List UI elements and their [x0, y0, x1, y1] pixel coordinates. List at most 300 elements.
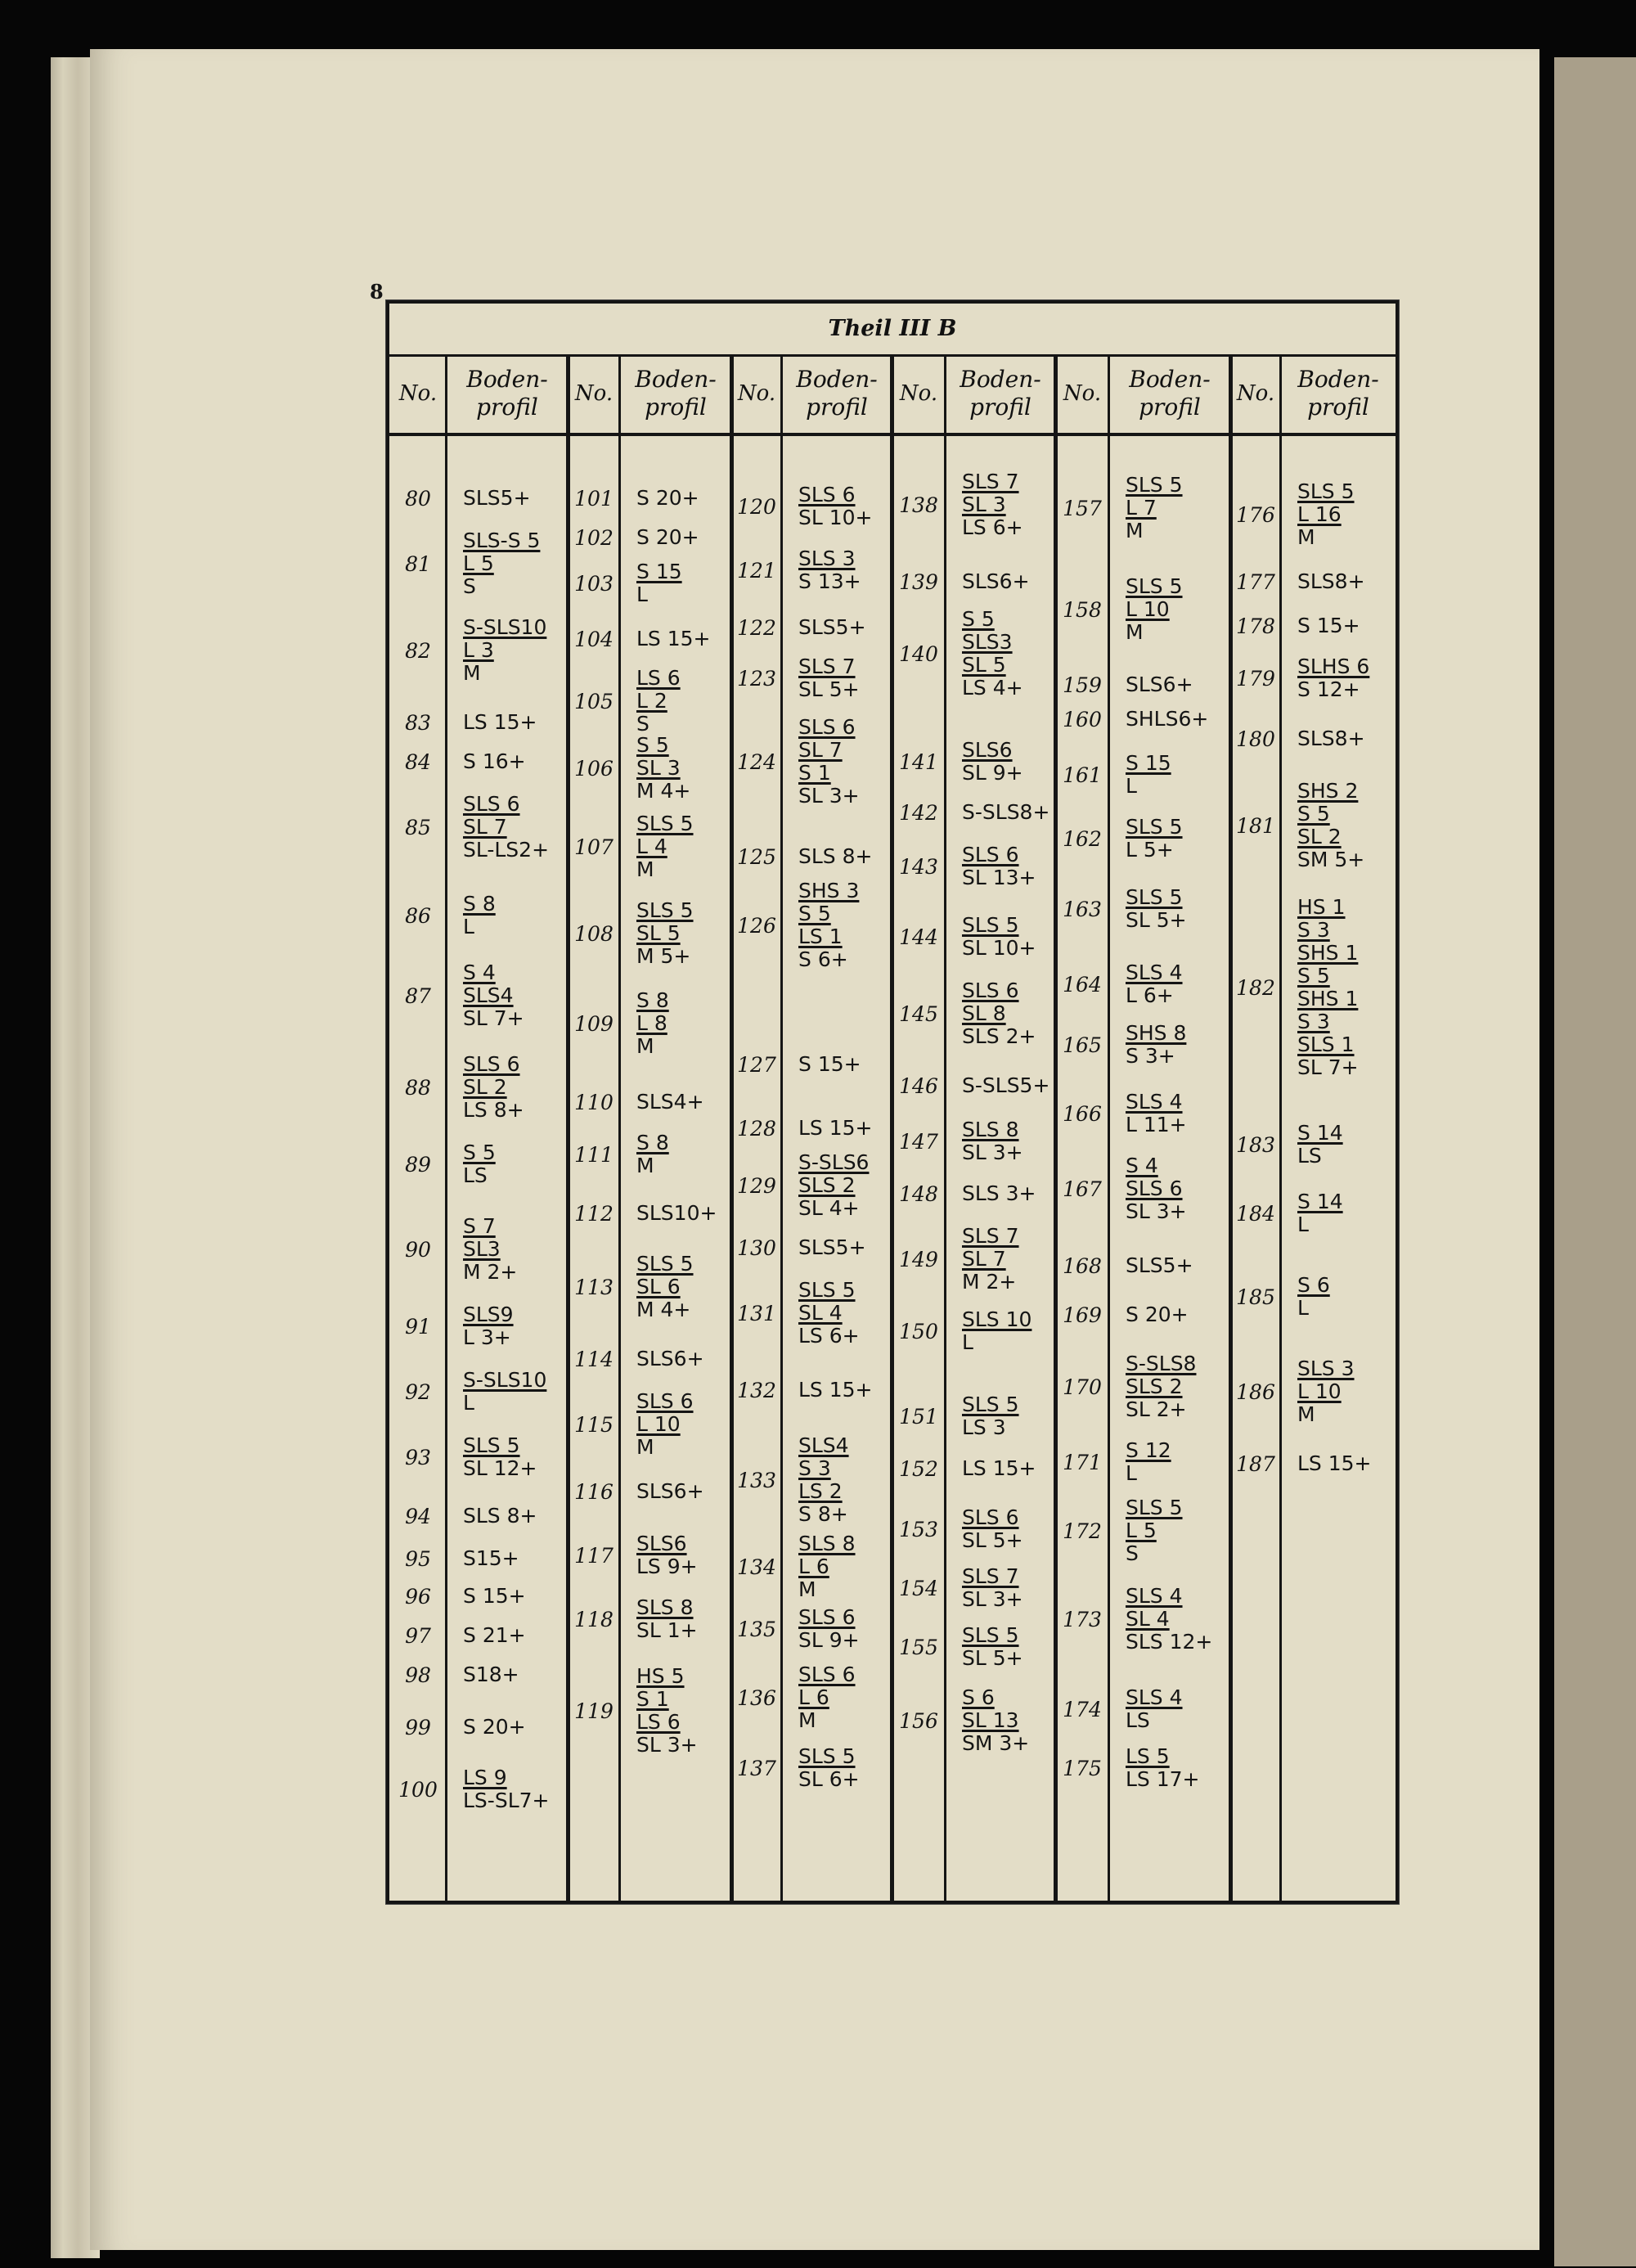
- profile-layer: SL 3+: [962, 1587, 1023, 1611]
- profile-layer: L: [463, 915, 474, 938]
- header-no: No.: [737, 381, 776, 406]
- profile-layer: SLS 6: [636, 1389, 694, 1413]
- soil-profile: [463, 1663, 519, 1686]
- profile-layer: SLS 5: [636, 1252, 694, 1276]
- profile-layer: S 6+: [798, 947, 848, 971]
- profile-layer: S 4: [1126, 1154, 1158, 1177]
- entry-number: 105: [574, 689, 614, 713]
- entry-number: 174: [1063, 1697, 1102, 1721]
- profile-layer: S 12: [1126, 1438, 1171, 1462]
- profile-layer: S 5: [962, 607, 995, 631]
- profile-layer: SLS 8+: [463, 1504, 537, 1528]
- profile-layer: SHS 3: [798, 879, 860, 902]
- entry-number: 127: [737, 1052, 776, 1077]
- profile-layer: S 20+: [1126, 1303, 1189, 1326]
- profile-layer: LS 6+: [962, 515, 1023, 539]
- entry-number: 183: [1236, 1132, 1275, 1157]
- entry-number: 153: [899, 1517, 938, 1541]
- soil-profile: [962, 1182, 1036, 1205]
- entry-number: 151: [899, 1404, 938, 1429]
- entry-number: 120: [737, 494, 776, 519]
- header-line: profil: [476, 394, 538, 421]
- soil-profile: [636, 1253, 694, 1321]
- entry-number: 135: [737, 1617, 776, 1641]
- profile-layer: SLS 5: [1126, 473, 1183, 497]
- profile-layer: L 6+: [1126, 983, 1174, 1007]
- profile-layer: SL 9+: [962, 761, 1023, 785]
- entry-number: 92: [405, 1379, 431, 1404]
- soil-profile: [463, 529, 540, 598]
- soil-profile: [1126, 752, 1171, 798]
- soil-profile: [463, 1434, 537, 1480]
- soil-profile: [1126, 575, 1183, 644]
- entry-number: 125: [737, 844, 776, 869]
- soil-profile: [1126, 1496, 1183, 1565]
- profile-layer: S-SLS8+: [962, 800, 1050, 824]
- profile-layer: L 10: [1297, 1379, 1342, 1403]
- profile-layer: SL 4: [1126, 1607, 1170, 1631]
- profile-layer: SL 2: [463, 1075, 507, 1099]
- soil-profile: [798, 616, 866, 639]
- profile-layer: SLS-S 5: [463, 529, 541, 552]
- profile-layer: S-SLS6: [798, 1150, 870, 1174]
- soil-profile: [1126, 1745, 1200, 1791]
- soil-profile: [636, 989, 669, 1058]
- profile-layer: SLS 5: [1126, 885, 1183, 909]
- profile-layer: S 5: [1297, 802, 1330, 826]
- profile-layer: M: [636, 857, 654, 881]
- profile-layer: S 4: [463, 961, 496, 984]
- profile-layer: LS 6: [636, 1710, 681, 1734]
- header-no: No.: [398, 381, 438, 406]
- profile-layer: L: [1126, 774, 1137, 798]
- soil-profile: [1126, 1154, 1187, 1223]
- profile-layer: L: [1297, 1296, 1309, 1320]
- entry-number: 118: [574, 1607, 614, 1631]
- profile-layer: L: [1297, 1213, 1309, 1236]
- profile-layer: SM 3+: [962, 1731, 1030, 1755]
- profile-layer: SLS 1: [1297, 1033, 1355, 1056]
- profile-layer: S-SLS10: [463, 1368, 547, 1392]
- header-line: Boden-: [960, 366, 1041, 393]
- soil-profile: [1297, 655, 1369, 701]
- profile-layer: SL 2: [1297, 825, 1342, 848]
- soil-profile: [962, 1565, 1023, 1611]
- soil-profile: [463, 1624, 526, 1647]
- header-bodenprofil: [1281, 354, 1396, 433]
- soil-profile: [1297, 1452, 1372, 1475]
- profile-layer: SL 12+: [463, 1456, 537, 1480]
- entry-number: 142: [899, 800, 938, 825]
- profile-layer: S 15: [1126, 751, 1171, 775]
- profile-layer: SLS8+: [1297, 569, 1365, 593]
- profile-layer: S 8: [636, 1131, 669, 1154]
- soil-profile: [962, 1393, 1019, 1439]
- profile-layer: LS 8+: [463, 1098, 524, 1122]
- profile-layer: S 1: [798, 761, 831, 785]
- profile-layer: S 15+: [463, 1584, 526, 1608]
- profile-layer: M: [636, 1034, 654, 1058]
- entry-number: 100: [398, 1777, 438, 1802]
- profile-layer: SLS 5: [636, 898, 694, 922]
- header-line: profil: [806, 394, 868, 421]
- profile-layer: SLS3: [962, 630, 1013, 654]
- soil-profile: [962, 801, 1049, 824]
- soil-profile: [962, 570, 1030, 593]
- entry-number: 148: [899, 1181, 938, 1206]
- profile-layer: SL 5: [962, 653, 1006, 677]
- entry-number: 154: [899, 1576, 938, 1600]
- profile-layer: SL 7: [962, 1247, 1006, 1271]
- profile-layer: S 1: [636, 1687, 669, 1711]
- header-bodenprofil: [447, 354, 568, 433]
- soil-profile: [463, 961, 524, 1030]
- entry-number: 103: [574, 571, 614, 596]
- entry-number: 102: [574, 525, 614, 550]
- profile-layer: SLS 7: [962, 1564, 1019, 1588]
- header-line: Boden-: [1297, 366, 1379, 393]
- entry-number: 165: [1063, 1033, 1102, 1057]
- profile-layer: SLS 8: [798, 1532, 856, 1555]
- profile-layer: M 4+: [636, 1298, 691, 1321]
- header-line: Boden-: [1129, 366, 1211, 393]
- profile-layer: M 2+: [463, 1260, 518, 1284]
- entry-number: 84: [405, 749, 431, 774]
- soil-profile: [463, 893, 496, 938]
- entry-number: 177: [1236, 569, 1275, 594]
- profile-layer: L 16: [1297, 502, 1342, 526]
- entry-number: 160: [1063, 707, 1102, 731]
- profile-layer: SLS 8: [962, 1118, 1019, 1141]
- soil-profile: [1126, 1439, 1171, 1485]
- soil-profile: [463, 487, 531, 510]
- profile-layer: SLS 5: [1126, 1496, 1183, 1519]
- profile-layer: SHS 8: [1126, 1021, 1187, 1045]
- profile-layer: S 14: [1297, 1121, 1343, 1145]
- header-no: No.: [1236, 381, 1275, 406]
- profile-layer: LS 9+: [636, 1555, 698, 1578]
- profile-layer: SLS 6: [1126, 1177, 1183, 1200]
- soil-profile: [1126, 1022, 1186, 1068]
- soil-profile: [636, 667, 681, 736]
- entry-number: 129: [737, 1173, 776, 1198]
- soil-profile: [962, 979, 1036, 1048]
- soil-profile: [798, 1379, 873, 1402]
- soil-profile: [962, 1074, 1049, 1097]
- profile-layer: SLS8+: [1297, 727, 1365, 750]
- profile-layer: SLS5+: [1126, 1253, 1193, 1277]
- entry-number: 187: [1236, 1451, 1275, 1476]
- soil-profile: [636, 1348, 704, 1370]
- profile-layer: L 8: [636, 1011, 667, 1035]
- entry-number: 93: [405, 1445, 431, 1469]
- profile-layer: SLS 4: [1126, 1685, 1183, 1709]
- entry-number: 89: [405, 1152, 431, 1177]
- profile-layer: SLS 6: [962, 979, 1019, 1002]
- soil-profile: [463, 793, 549, 862]
- soil-profile: [798, 1434, 849, 1526]
- profile-layer: S: [636, 712, 649, 736]
- entry-number: 172: [1063, 1519, 1102, 1543]
- profile-layer: S 3: [1297, 918, 1330, 942]
- profile-layer: SLS 10: [962, 1307, 1032, 1331]
- profile-layer: SL 5: [636, 921, 681, 945]
- header-line: Boden-: [466, 366, 548, 393]
- entry-number: 83: [405, 710, 431, 735]
- profile-layer: L 4: [636, 835, 667, 858]
- soil-profile: [1126, 1254, 1193, 1277]
- profile-layer: SLS6+: [962, 569, 1030, 593]
- profile-layer: SLS 7: [962, 1224, 1019, 1248]
- soil-profile: [962, 1686, 1029, 1755]
- profile-layer: SLS 5: [1126, 815, 1183, 839]
- profile-layer: LS 15+: [1297, 1451, 1372, 1475]
- profile-layer: LS 15+: [636, 627, 711, 650]
- entry-number: 128: [737, 1116, 776, 1141]
- entry-number: 134: [737, 1555, 776, 1579]
- soil-profile: [463, 750, 526, 773]
- header-bodenprofil: [782, 354, 892, 433]
- profile-layer: SL 13+: [962, 866, 1036, 889]
- profile-layer: SLS6: [962, 738, 1013, 762]
- entry-number: 146: [899, 1073, 938, 1098]
- entry-number: 81: [405, 551, 431, 576]
- entry-number: 138: [899, 493, 938, 517]
- profile-layer: SLS9: [463, 1303, 514, 1326]
- profile-layer: SLS 7: [798, 655, 856, 678]
- entry-number: 150: [899, 1319, 938, 1343]
- soil-profile: [636, 1596, 698, 1642]
- entry-number: 119: [574, 1699, 614, 1723]
- entry-number: 110: [574, 1090, 614, 1114]
- soil-profile-table: [386, 300, 1399, 1904]
- entry-number: 178: [1236, 614, 1275, 638]
- profile-layer: S 5: [636, 733, 669, 757]
- entry-number: 91: [405, 1314, 431, 1339]
- profile-layer: SLS4+: [636, 1090, 704, 1114]
- entry-number: 87: [405, 983, 431, 1008]
- entry-number: 156: [899, 1708, 938, 1733]
- soil-profile: [798, 1745, 860, 1791]
- soil-profile: [798, 1117, 873, 1140]
- entry-number: 116: [574, 1479, 614, 1504]
- soil-profile: [962, 1308, 1031, 1354]
- soil-profile: [798, 1279, 860, 1348]
- soil-profile: [636, 526, 699, 549]
- profile-layer: L: [463, 1391, 474, 1415]
- profile-layer: HS 1: [1297, 895, 1346, 919]
- soil-profile: [636, 1665, 698, 1757]
- entry-number: 97: [405, 1623, 431, 1648]
- profile-layer: SHS 2: [1297, 779, 1359, 803]
- soil-profile: [463, 1716, 526, 1739]
- entry-number: 139: [899, 569, 938, 594]
- entry-number: 173: [1063, 1607, 1102, 1631]
- entry-number: 104: [574, 627, 614, 651]
- profile-layer: M 4+: [636, 779, 691, 803]
- soil-profile: [962, 739, 1023, 785]
- profile-layer: SL 7: [463, 815, 507, 839]
- entry-number: 176: [1236, 502, 1275, 527]
- entry-number: 143: [899, 854, 938, 879]
- profile-layer: SLS 6: [798, 715, 856, 739]
- profile-layer: SLS6+: [1126, 673, 1193, 696]
- entry-number: 159: [1063, 673, 1102, 697]
- profile-layer: S 5: [463, 1141, 496, 1164]
- profile-layer: SLS6: [636, 1532, 687, 1555]
- entry-number: 168: [1063, 1253, 1102, 1278]
- soil-profile: [463, 1141, 496, 1187]
- entry-number: 137: [737, 1756, 776, 1780]
- entry-number: 170: [1063, 1375, 1102, 1399]
- profile-layer: M: [798, 1577, 816, 1601]
- entry-number: 167: [1063, 1177, 1102, 1201]
- header-no: No.: [1063, 381, 1102, 406]
- profile-layer: SL 7: [798, 738, 843, 762]
- soil-profile: [1297, 1190, 1343, 1236]
- soil-profile: [463, 1505, 537, 1528]
- soil-profile: [636, 1091, 704, 1114]
- entry-number: 182: [1236, 975, 1275, 1000]
- profile-layer: SLS5+: [798, 1235, 866, 1259]
- entry-number: 115: [574, 1412, 614, 1437]
- profile-layer: M 5+: [636, 944, 691, 968]
- soil-profile: [1297, 480, 1355, 549]
- entry-number: 126: [737, 913, 776, 938]
- profile-layer: SL 6: [636, 1275, 681, 1298]
- soil-profile: [798, 1151, 869, 1220]
- profile-layer: SL 3+: [1126, 1199, 1187, 1223]
- soil-profile: [798, 716, 860, 808]
- soil-profile: [1126, 961, 1183, 1007]
- profile-layer: SL 5+: [1126, 908, 1187, 932]
- column-divider: [1054, 354, 1058, 1901]
- entry-number: 175: [1063, 1756, 1102, 1780]
- entry-number: 94: [405, 1504, 431, 1528]
- entry-number: 181: [1236, 813, 1275, 838]
- profile-layer: LS 15+: [463, 710, 537, 734]
- soil-profile: [636, 899, 694, 968]
- entry-number: 166: [1063, 1101, 1102, 1126]
- profile-layer: SLS 5: [962, 1393, 1019, 1416]
- soil-profile: [636, 1132, 669, 1177]
- profile-layer: L 10: [636, 1412, 681, 1436]
- soil-profile: [962, 1506, 1023, 1552]
- profile-layer: HS 5: [636, 1664, 685, 1688]
- facing-page-edge: [1554, 57, 1636, 2266]
- profile-layer: SLS 3: [1297, 1357, 1355, 1380]
- soil-profile: [1126, 886, 1187, 932]
- soil-profile: [1126, 1352, 1196, 1421]
- header-line: profil: [1307, 394, 1369, 421]
- profile-layer: SM 5+: [1297, 848, 1365, 871]
- profile-layer: L 7: [1126, 496, 1157, 520]
- entry-number: 98: [405, 1663, 431, 1687]
- soil-profile: [798, 547, 861, 593]
- profile-layer: SLS 5: [962, 913, 1019, 937]
- header-line: Boden-: [635, 366, 717, 393]
- profile-layer: M: [1126, 519, 1144, 542]
- entry-number: 86: [405, 903, 431, 928]
- entry-number: 85: [405, 815, 431, 839]
- entry-number: 99: [405, 1715, 431, 1739]
- profile-layer: S: [463, 574, 476, 598]
- profile-layer: S 16+: [463, 749, 526, 773]
- profile-layer: SLS 6: [962, 1505, 1019, 1529]
- profile-layer: SL 8: [962, 1001, 1006, 1025]
- profile-layer: SLS6+: [636, 1479, 704, 1503]
- profile-layer: SLS 6: [962, 843, 1019, 866]
- profile-layer: LS 15+: [962, 1456, 1036, 1480]
- profile-layer: S 15+: [798, 1052, 861, 1076]
- profile-layer: SL 7+: [1297, 1055, 1359, 1079]
- profile-layer: SLS 7: [962, 470, 1019, 493]
- profile-layer: S 21+: [463, 1623, 526, 1647]
- column-divider: [1108, 354, 1110, 1901]
- profile-layer: SL 3: [962, 493, 1006, 516]
- profile-layer: SHS 1: [1297, 941, 1359, 965]
- page-number: 8: [370, 280, 384, 304]
- entry-number: 96: [405, 1584, 431, 1609]
- soil-profile: [962, 1118, 1023, 1164]
- soil-profile: [636, 487, 699, 510]
- profile-layer: LS 1: [798, 925, 843, 948]
- profile-layer: SL 3+: [798, 784, 860, 808]
- profile-layer: M: [636, 1154, 654, 1177]
- profile-layer: L 11+: [1126, 1113, 1187, 1136]
- soil-profile: [463, 1766, 549, 1812]
- header-bodenprofil: [946, 354, 1055, 433]
- entry-number: 122: [737, 615, 776, 640]
- profile-layer: SLS 8+: [798, 844, 873, 868]
- entry-number: 155: [899, 1635, 938, 1659]
- soil-profile: [1126, 1585, 1212, 1654]
- profile-layer: SL 5+: [962, 1646, 1023, 1670]
- profile-layer: L 5: [1126, 1519, 1157, 1542]
- entry-number: 157: [1063, 496, 1102, 520]
- profile-layer: LS 15+: [798, 1116, 873, 1140]
- profile-layer: L 6: [798, 1555, 829, 1578]
- profile-layer: SLS 5: [1126, 574, 1183, 598]
- soil-profile: [1297, 896, 1359, 1079]
- entry-number: 140: [899, 641, 938, 666]
- entry-number: 80: [405, 486, 431, 511]
- soil-profile: [463, 616, 546, 685]
- soil-profile: [636, 1202, 717, 1225]
- soil-profile: [1126, 1091, 1187, 1136]
- soil-profile: [962, 1457, 1036, 1480]
- header-bodenprofil: [620, 354, 731, 433]
- profile-layer: LS 2: [798, 1479, 843, 1503]
- profile-layer: SL 10+: [962, 936, 1036, 960]
- soil-profile: [463, 1053, 524, 1122]
- soil-profile: [636, 628, 711, 650]
- profile-layer: SLS 3+: [962, 1181, 1036, 1205]
- entry-number: 109: [574, 1011, 614, 1036]
- soil-profile: [1126, 708, 1208, 731]
- profile-layer: SLS 2: [798, 1173, 856, 1197]
- profile-layer: S 6: [1297, 1273, 1330, 1297]
- soil-profile: [636, 560, 682, 606]
- profile-layer: LS 5: [1126, 1744, 1170, 1768]
- profile-layer: S 15+: [1297, 614, 1360, 637]
- profile-layer: SLS 6: [798, 1605, 856, 1629]
- profile-layer: SLS 5: [463, 1433, 520, 1457]
- profile-layer: SL 9+: [798, 1628, 860, 1652]
- soil-profile: [798, 1532, 856, 1601]
- entry-number: 163: [1063, 897, 1102, 921]
- header-line: Boden-: [796, 366, 878, 393]
